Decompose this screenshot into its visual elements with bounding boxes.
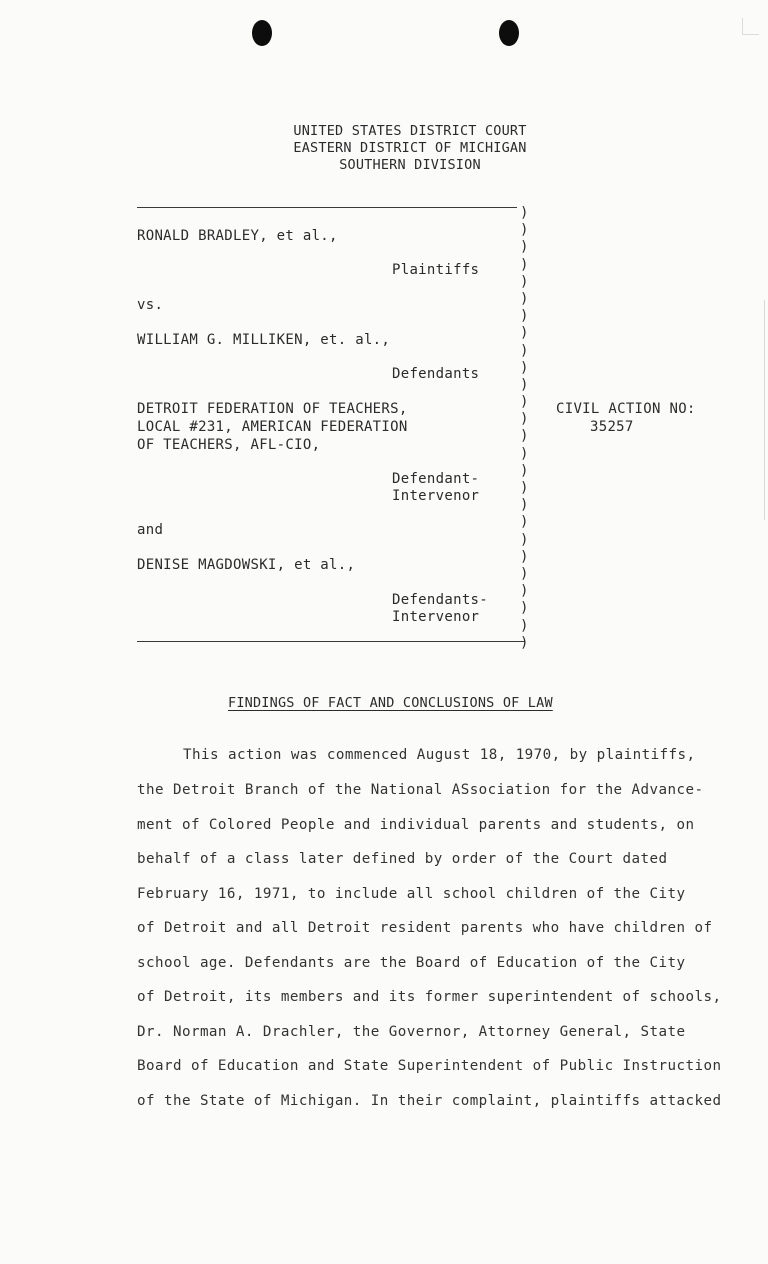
paren: ) <box>520 617 529 634</box>
intervenor2-role-line1: Defendants- <box>392 592 489 608</box>
plaintiff-name: RONALD BRADLEY, et al., <box>137 228 338 244</box>
body-line: of Detroit and all Detroit resident parents who have children of <box>137 920 713 936</box>
paren: ) <box>520 376 529 393</box>
versus-label: vs. <box>137 297 164 313</box>
caption-top-rule <box>137 207 517 208</box>
paren: ) <box>520 325 529 342</box>
civil-action-label: CIVIL ACTION NO: <box>556 401 696 417</box>
intervenor1-name-line2: LOCAL #231, AMERICAN FEDERATION <box>137 419 408 435</box>
paren: ) <box>520 514 529 531</box>
body-line: school age. Defendants are the Board of Education of the City <box>137 955 686 971</box>
body-line: Dr. Norman A. Drachler, the Governor, Attorney General, State <box>137 1024 686 1040</box>
scan-corner-mark <box>742 18 759 35</box>
civil-action-number: 35257 <box>590 419 634 435</box>
punch-hole-left <box>252 20 272 46</box>
caption-bottom-rule <box>137 641 525 642</box>
punch-hole-right <box>499 20 519 46</box>
plaintiff-role: Plaintiffs <box>392 262 480 278</box>
body-line: February 16, 1971, to include all school children of the City <box>137 886 686 902</box>
paren: ) <box>520 497 529 514</box>
paren: ) <box>520 342 529 359</box>
conjunction-and: and <box>137 522 164 538</box>
paren: ) <box>520 359 529 376</box>
paren: ) <box>520 290 529 307</box>
paren: ) <box>520 583 529 600</box>
paren: ) <box>520 273 529 290</box>
paren: ) <box>520 205 529 221</box>
paren: ) <box>520 428 529 445</box>
intervenor1-name-line1: DETROIT FEDERATION OF TEACHERS, <box>137 401 408 417</box>
paren: ) <box>520 411 529 428</box>
scan-edge-line <box>764 300 765 520</box>
defendant-name: WILLIAM G. MILLIKEN, et. al., <box>137 332 391 348</box>
defendant-role: Defendants <box>392 366 480 382</box>
paren: ) <box>520 531 529 548</box>
paren: ) <box>520 222 529 239</box>
body-line: behalf of a class later defined by order of the Court dated <box>137 851 668 867</box>
paren: ) <box>520 565 529 582</box>
caption-paren-column <box>520 205 530 652</box>
intervenor1-name-line3: OF TEACHERS, AFL-CIO, <box>137 437 321 453</box>
paren: ) <box>520 308 529 325</box>
court-name-line2: EASTERN DISTRICT OF MICHIGAN <box>293 140 527 156</box>
paren: ) <box>520 634 529 651</box>
body-line: of the State of Michigan. In their complaint, plaintiffs attacked <box>137 1093 722 1109</box>
paren: ) <box>520 239 529 256</box>
body-line: of Detroit, its members and its former superintendent of schools, <box>137 989 722 1005</box>
paren: ) <box>520 394 529 411</box>
intervenor1-role-line2: Intervenor <box>392 488 480 504</box>
paren: ) <box>520 548 529 565</box>
body-line: Board of Education and State Superintendent of Public Instruction <box>137 1058 722 1074</box>
document-title: FINDINGS OF FACT AND CONCLUSIONS OF LAW <box>228 695 553 711</box>
body-line: the Detroit Branch of the National ASsociation for the Advance- <box>137 782 704 798</box>
intervenor2-role-line2: Intervenor <box>392 609 480 625</box>
paren: ) <box>520 600 529 617</box>
court-name-line3: SOUTHERN DIVISION <box>339 157 481 173</box>
paren: ) <box>520 256 529 273</box>
paren: ) <box>520 445 529 462</box>
paren: ) <box>520 462 529 479</box>
intervenor1-role-line1: Defendant- <box>392 471 480 487</box>
body-line: ment of Colored People and individual parents and students, on <box>137 817 695 833</box>
intervenor2-name: DENISE MAGDOWSKI, et al., <box>137 557 356 573</box>
court-name-line1: UNITED STATES DISTRICT COURT <box>293 123 527 139</box>
paren: ) <box>520 480 529 496</box>
body-line: This action was commenced August 18, 1970, by plaintiffs, <box>183 747 696 763</box>
